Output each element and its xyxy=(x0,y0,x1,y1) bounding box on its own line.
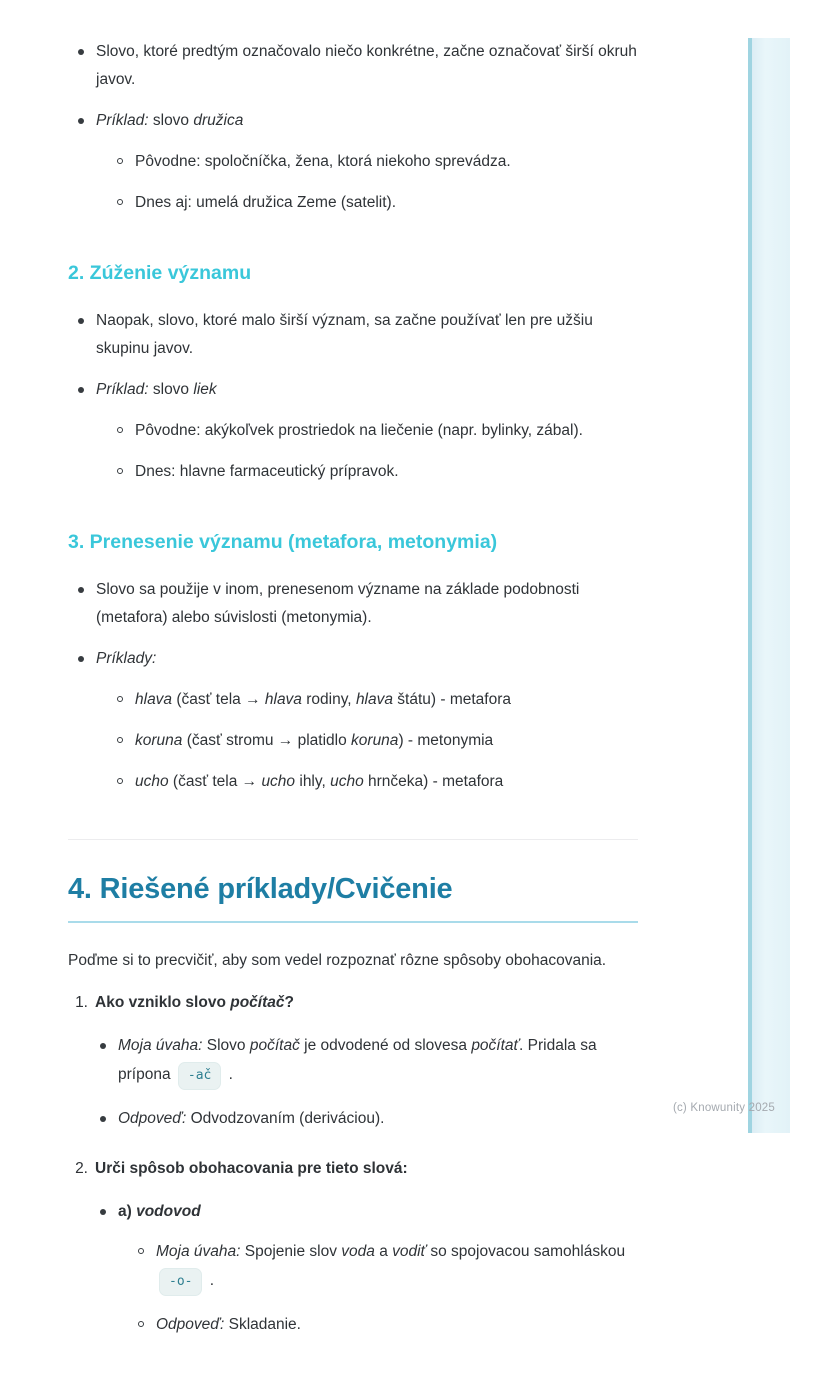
question-text xyxy=(95,989,294,1017)
text-run: Pôvodne: spoločníčka, žena, ktorá niekoho sprevádza. xyxy=(135,153,511,170)
bullet-item xyxy=(100,1198,638,1352)
page-edge-strip xyxy=(748,38,790,1133)
circle-bullet-icon xyxy=(138,1248,144,1254)
text-run: a) xyxy=(118,1203,137,1220)
text-run: Pôvodne: akýkoľvek prostriedok na liečenie (napr. bylinky, zábal). xyxy=(135,422,583,439)
sub-bullet-list xyxy=(117,686,638,796)
text-run: Moja úvaha: xyxy=(118,1037,203,1054)
text-run: Príklady: xyxy=(96,650,157,667)
sub-bullet-list xyxy=(117,148,638,217)
text-run: hrnčeka) - metafora xyxy=(363,773,504,790)
text-run: Odpoveď: xyxy=(156,1316,225,1333)
circle-bullet-icon xyxy=(117,737,123,743)
inline-code-badge: -o- xyxy=(159,1268,202,1296)
bullet-text xyxy=(135,768,638,796)
text-run: Slovo, ktoré predtým označovalo niečo konkrétne, začne označovať širší okruh javov. xyxy=(96,43,637,88)
bullet-text xyxy=(135,189,638,217)
text-run: (časť tela → xyxy=(168,773,262,790)
answer-bullet-list xyxy=(100,1032,638,1133)
text-run: vodiť xyxy=(392,1243,427,1260)
text-run: (časť tela → xyxy=(172,691,265,708)
sub-bullet-item xyxy=(138,1311,638,1339)
text-run: koruna xyxy=(135,732,183,749)
sub-bullet-list xyxy=(117,417,638,486)
bullet-icon xyxy=(78,318,84,324)
footer-copyright: (c) Knowunity 2025 xyxy=(672,1102,775,1114)
bullet-item xyxy=(78,307,638,363)
bullet-text xyxy=(96,38,638,94)
bullet-text xyxy=(118,1198,638,1352)
section-heading-4: 4. Riešené príklady/Cvičenie xyxy=(68,870,638,923)
text-run: ihly, xyxy=(295,773,331,790)
bullet-text xyxy=(96,645,638,809)
bullet-list-metaphor xyxy=(68,576,638,809)
text-run: hlava xyxy=(355,691,393,708)
item-number: 2. xyxy=(75,1160,88,1177)
text-run: počítač xyxy=(230,994,285,1011)
text-run: hlava xyxy=(135,691,173,708)
bullet-item xyxy=(100,1105,638,1133)
text-run: Spojenie slov xyxy=(240,1243,342,1260)
text-run: Slovo xyxy=(202,1037,250,1054)
text-run: Odpoveď: xyxy=(118,1110,187,1127)
text-run: liek xyxy=(193,381,217,398)
bullet-text xyxy=(96,307,638,363)
circle-bullet-icon xyxy=(117,778,123,784)
sub-bullet-item xyxy=(138,1238,638,1298)
text-run: Odvodzovaním (deriváciou). xyxy=(186,1110,385,1127)
bullet-text xyxy=(96,376,638,499)
text-run: slovo xyxy=(148,112,194,129)
text-run: ucho xyxy=(261,773,296,790)
bullet-item xyxy=(78,38,638,94)
text-run: rodiny, xyxy=(301,691,356,708)
text-run: počítať xyxy=(471,1037,520,1054)
bullet-icon xyxy=(100,1116,106,1122)
text-run: počítač xyxy=(249,1037,300,1054)
bullet-icon xyxy=(78,49,84,55)
numbered-item-1 xyxy=(68,989,638,1017)
text-run: ucho xyxy=(330,773,364,790)
question-text xyxy=(95,1155,408,1183)
item-number: 1. xyxy=(75,994,88,1011)
text-run: . Pridala sa prípona xyxy=(118,1037,597,1083)
text-run: Dnes aj: umelá družica Zeme (satelit). xyxy=(135,194,397,211)
text-run: ucho xyxy=(135,773,169,790)
bullet-item xyxy=(78,645,638,809)
text-run: Slovo sa použije v inom, prenesenom význame na základe podobnosti (metafora) alebo súvislosti (metonymia). xyxy=(96,581,580,626)
section-heading-3: 3. Prenesenie významu (metafora, metonymia) xyxy=(68,531,498,553)
text-run: je odvodené od slovesa xyxy=(299,1037,472,1054)
text-run: (časť stromu → platidlo xyxy=(182,732,352,749)
bullet-text xyxy=(135,458,638,486)
circle-bullet-icon xyxy=(138,1321,144,1327)
text-run: slovo xyxy=(148,381,194,398)
bullet-icon xyxy=(78,118,84,124)
bullet-text xyxy=(118,1105,638,1133)
bullet-text xyxy=(156,1311,638,1339)
bullet-list-narrowing xyxy=(68,307,638,499)
circle-bullet-icon xyxy=(117,468,123,474)
sub-bullet-item xyxy=(117,686,638,714)
bullet-item xyxy=(100,1032,638,1092)
text-run: vodovod xyxy=(136,1203,201,1220)
bullet-list-widening xyxy=(68,38,638,230)
text-run: Ako vzniklo slovo xyxy=(95,994,231,1011)
section-divider xyxy=(68,839,638,840)
text-run: Príklad: xyxy=(96,112,149,129)
sub-bullet-item xyxy=(117,148,638,176)
bullet-icon xyxy=(100,1043,106,1049)
circle-bullet-icon xyxy=(117,158,123,164)
bullet-item xyxy=(78,107,638,230)
circle-bullet-icon xyxy=(117,199,123,205)
text-run: ) - metonymia xyxy=(398,732,494,749)
bullet-text xyxy=(96,107,638,230)
text-run: Dnes: hlavne farmaceutický prípravok. xyxy=(135,463,399,480)
bullet-item xyxy=(78,576,638,632)
text-run: koruna xyxy=(351,732,399,749)
text-run: štátu) - metafora xyxy=(393,691,512,708)
bullet-text xyxy=(156,1238,638,1298)
circle-bullet-icon xyxy=(117,427,123,433)
bullet-text xyxy=(135,148,638,176)
text-run: Skladanie. xyxy=(224,1316,301,1333)
bullet-icon xyxy=(78,587,84,593)
text-run: Poďme si to precvičiť, aby som vedel rozpoznať rôzne spôsoby obohacovania. xyxy=(68,952,607,969)
intro-paragraph xyxy=(68,947,638,975)
bullet-text xyxy=(135,727,638,755)
text-run: voda xyxy=(341,1243,375,1260)
sub-bullet-item xyxy=(117,189,638,217)
bullet-text xyxy=(118,1032,638,1092)
sub-bullet-list xyxy=(138,1238,638,1339)
text-run: Urči spôsob obohacovania pre tieto slová: xyxy=(95,1160,408,1177)
sub-bullet-item xyxy=(117,458,638,486)
inline-code-badge: -ač xyxy=(178,1062,221,1090)
bullet-text xyxy=(96,576,638,632)
text-run: Moja úvaha: xyxy=(156,1243,241,1260)
text-run: . xyxy=(205,1272,215,1289)
text-run: Naopak, slovo, ktoré malo širší význam, sa začne používať len pre užšiu skupinu javov. xyxy=(96,312,593,357)
bullet-text xyxy=(135,417,638,445)
section-heading-2: 2. Zúženie významu xyxy=(68,262,252,284)
sub-bullet-item xyxy=(117,768,638,796)
text-run: a xyxy=(374,1243,393,1260)
document-content xyxy=(68,30,638,1374)
numbered-item-2 xyxy=(68,1155,638,1183)
text-run: so spojovacou samohláskou xyxy=(426,1243,626,1260)
sub-bullet-item xyxy=(117,417,638,445)
text-run: družica xyxy=(193,112,244,129)
bullet-item xyxy=(78,376,638,499)
circle-bullet-icon xyxy=(117,696,123,702)
text-run: ? xyxy=(284,994,294,1011)
bullet-icon xyxy=(78,656,84,662)
text-run: hlava xyxy=(264,691,302,708)
text-run: Príklad: xyxy=(96,381,149,398)
bullet-icon xyxy=(100,1209,106,1215)
text-run: . xyxy=(224,1066,233,1083)
bullet-icon xyxy=(78,387,84,393)
answer-bullet-list xyxy=(100,1198,638,1352)
bullet-text xyxy=(135,686,638,714)
sub-bullet-item xyxy=(117,727,638,755)
